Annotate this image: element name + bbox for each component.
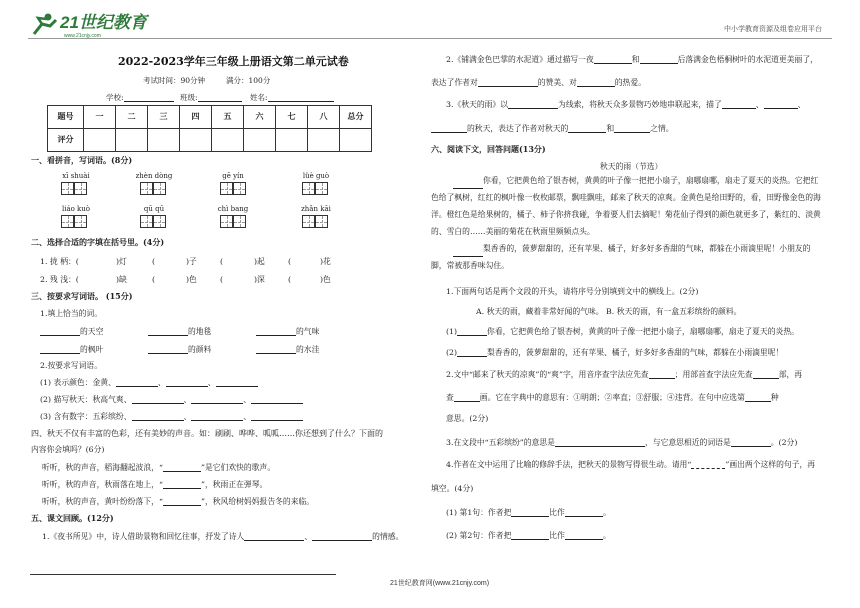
fill-blank[interactable]: [745, 393, 771, 402]
fill-blank[interactable]: [163, 463, 201, 472]
q-text: 梨香香的，菠萝甜甜的，还有苹果、橘子，好多好多香甜的气味，都躲在小雨滴里呢！: [487, 348, 784, 357]
s2-line-2-item: )色: [186, 275, 197, 284]
char-box[interactable]: [220, 182, 233, 195]
fill-blank[interactable]: [163, 497, 201, 506]
fill-blank[interactable]: [722, 100, 756, 109]
q-text: 比作: [549, 508, 565, 517]
pinyin-label: zhǎn kāi: [301, 205, 331, 213]
s4-text: ”，秋风给树妈妈报告冬的来临。: [200, 497, 315, 506]
footer-link[interactable]: 21世纪教育网(www.21cnjy.com): [390, 580, 490, 587]
school-blank[interactable]: [124, 93, 174, 102]
name-blank[interactable]: [268, 93, 334, 102]
fill-blank[interactable]: [116, 378, 158, 387]
q-text: 。: [602, 508, 611, 517]
s2-line-1-item: (: [288, 257, 292, 266]
s4-line: [42, 463, 275, 472]
char-box[interactable]: [61, 215, 74, 228]
fill-item: [256, 345, 319, 354]
char-box[interactable]: [315, 182, 328, 195]
fill-blank[interactable]: [454, 393, 480, 402]
pinyin-label: chì bang: [217, 205, 249, 213]
q-text: 画。它在字典中的意思有：①明朗；②率直；③舒服；④违背。在句中应选第: [479, 393, 745, 402]
fill-blank[interactable]: [256, 345, 296, 354]
s2-line-2-item: )深: [254, 275, 265, 284]
fill-blank[interactable]: [132, 412, 184, 421]
fill-item: [40, 345, 103, 354]
s3-2a-line: (1) 表示颜色：金黄、 、 、: [40, 378, 258, 387]
fill-blank[interactable]: [565, 508, 603, 517]
score-header-cell: 五: [212, 106, 244, 129]
s3-2a-text: (1) 表示颜色：金黄、: [40, 378, 116, 387]
fill-item: [148, 327, 211, 336]
pinyin-label: qū qū: [143, 205, 165, 213]
score-table: [47, 105, 372, 152]
fill-item-text: 的地毯: [188, 327, 212, 336]
s3-2b-line: (2) 描写秋天：秋高气爽、 、 、: [40, 395, 303, 404]
q-text: 3.在文段中“五彩缤纷”的意思是: [446, 438, 555, 447]
char-box[interactable]: [153, 215, 166, 228]
fill-blank[interactable]: [148, 327, 188, 336]
s2-line-1-label: 1. 拢 柄：(: [40, 257, 79, 266]
class-blank[interactable]: [198, 93, 242, 102]
question-4-line-1: [446, 460, 815, 469]
fill-blank[interactable]: [191, 412, 243, 421]
fill-item-text: 的气味: [296, 327, 320, 336]
score-cell[interactable]: [340, 129, 372, 152]
fill-blank[interactable]: [478, 78, 538, 87]
score-cell[interactable]: [180, 129, 212, 152]
fill-blank[interactable]: [40, 345, 80, 354]
r-text: 表达了作者对: [431, 78, 478, 87]
fill-blank[interactable]: [453, 180, 483, 189]
underline-sample: [691, 460, 725, 469]
s2-line-2-item: (: [288, 275, 292, 284]
char-box[interactable]: [220, 215, 233, 228]
score-header-cell: 三: [148, 106, 180, 129]
passage-text: 你看，它把黄色给了银杏树，黄黄的叶子像一把把小扇子，扇哪扇哪，扇走了夏天的炎热。它把红色给了枫树，红红的枫叶像一枚枚邮票，飘哇飘哇，邮来了秋天的凉爽。金黄色是给田野的，看，田野像金色的海洋。橙红色是给果树的，橘子、柿子你挤我碰，争着要人们去摘呢！菊花仙子得到的颜色就更多了，紫红的、淡黄的、雪白的……美丽的菊花在秋雨里频频点头。: [431, 176, 821, 236]
fill-blank[interactable]: [457, 327, 487, 336]
q-text: 2.文中“邮来了秋天的凉爽”的“爽”字，用音序查字法应先查: [446, 370, 649, 379]
s5-text: 1.《夜书所见》中，诗人借助景物和回忆往事，抒发了诗人: [42, 532, 245, 541]
score-cell[interactable]: [212, 129, 244, 152]
question-2-line-2: [446, 393, 779, 402]
fill-blank[interactable]: [40, 327, 80, 336]
score-header-cell: 四: [180, 106, 212, 129]
fill-blank[interactable]: [166, 378, 208, 387]
header-divider: [28, 38, 832, 39]
school-label: 学校:: [106, 93, 124, 102]
question-4-line-2: 填空。(4分): [431, 484, 474, 493]
score-cell[interactable]: [276, 129, 308, 152]
score-header-cell: 六: [244, 106, 276, 129]
q4-sub-1: [446, 508, 611, 517]
q-text: 部，再: [778, 370, 803, 379]
pinyin-label: lüè guò: [302, 172, 330, 180]
fill-blank[interactable]: [256, 327, 296, 336]
s2-line-1-item: (: [220, 257, 224, 266]
r-text: 的热爱。: [614, 78, 646, 87]
score-header-cell: 七: [276, 106, 308, 129]
r-q3-line-2: [431, 124, 674, 133]
class-field: [180, 93, 242, 102]
passage-paragraph-2: [431, 240, 822, 274]
q-text: (2) 第2句：作者把: [446, 531, 512, 540]
s2-line-2-item: (: [152, 275, 156, 284]
s2-line-2-item: )色: [320, 275, 331, 284]
s2-line-1-item: (: [152, 257, 156, 266]
runner-logo-icon: [30, 12, 58, 38]
logo-subtext: www.21cnjy.com: [64, 33, 101, 39]
fill-blank[interactable]: [431, 124, 467, 133]
section-4-heading: 四、秋天不仅有丰富的色彩，还有美妙的声音。如：刷刷、哗哗、呱呱……你还想到了什么？下面的: [31, 429, 383, 438]
s2-line-1-item: )起: [254, 257, 265, 266]
s3-2c-line: (3) 含有数字：五彩缤纷、 、 、: [40, 412, 303, 421]
question-1-options: A. 秋天的雨，藏着非常好闻的气味。 B. 秋天的雨，有一盒五彩缤纷的颜料。: [476, 307, 742, 316]
char-box[interactable]: [315, 215, 328, 228]
fill-item-text: 的颜料: [188, 345, 212, 354]
q1-sub-2: [446, 348, 783, 357]
s2-line-1-item: )花: [320, 257, 331, 266]
s5-text: 的情感。: [372, 532, 404, 541]
q-text: (2): [446, 348, 458, 357]
section-5-heading: 五、课文回顾。(12分): [31, 513, 114, 523]
char-box[interactable]: [302, 182, 315, 195]
pinyin-label: zhèn dòng: [135, 172, 173, 180]
r-text: 、: [797, 100, 806, 109]
r-text: 之情。: [650, 124, 674, 133]
fill-blank[interactable]: [508, 100, 558, 109]
q-text: 比作: [549, 531, 565, 540]
pinyin-label: liáo kuò: [61, 205, 91, 213]
fill-blank[interactable]: [614, 124, 650, 133]
exam-title: 2022-2023学年三年级上册语文第二单元试卷: [118, 55, 349, 68]
footer-divider: [30, 574, 336, 575]
exam-score: 满分：100分: [226, 76, 271, 85]
pinyin-label: xī shuài: [62, 172, 90, 180]
q1-sub-1: [446, 327, 799, 336]
r-text: 、: [755, 100, 764, 109]
s2-line-1-item: )灯: [116, 257, 127, 266]
s2-line-1-item: )子: [186, 257, 197, 266]
score-header-row: [48, 106, 372, 129]
score-header-cell: 题号: [48, 106, 84, 129]
section-3-heading: 三、按要求写词语。 (15分): [31, 291, 133, 301]
score-header-cell: 二: [116, 106, 148, 129]
q4-sub-2: [446, 531, 611, 540]
score-cell[interactable]: [244, 129, 276, 152]
r-q3-line-1: [446, 100, 805, 109]
fill-blank[interactable]: [191, 395, 243, 404]
score-value-row: [48, 129, 372, 152]
question-2-line-3: 意思。(2分): [446, 414, 489, 423]
fill-blank[interactable]: [511, 508, 549, 517]
char-box[interactable]: [153, 182, 166, 195]
r-q2-line-2: [431, 78, 646, 87]
s3-sub-1: 1.填上恰当的词。: [40, 309, 103, 318]
platform-name: 中小学教育资源及组卷应用平台: [724, 26, 822, 33]
fill-blank[interactable]: [251, 395, 303, 404]
name-field: [250, 93, 334, 102]
r-text: 和: [631, 55, 640, 64]
fill-blank[interactable]: [244, 532, 304, 541]
r-text: 为线索，将秋天众多景物巧妙地串联起来，描了: [558, 100, 722, 109]
s4-text: 听听，秋的声音，黄叶纷纷落下，“: [42, 497, 163, 506]
r-q2-line-1: [446, 55, 818, 64]
s3-sub-2: 2.按要求写词语。: [40, 361, 103, 370]
q-text: (1): [446, 327, 458, 336]
fill-blank[interactable]: [216, 378, 258, 387]
char-box[interactable]: [302, 215, 315, 228]
section-2-heading: 二、选择合适的字填在括号里。(4分): [31, 237, 165, 247]
char-box[interactable]: [140, 182, 153, 195]
exam-time: 考试时间：90分钟: [143, 76, 206, 85]
fill-blank[interactable]: [132, 395, 184, 404]
fill-blank[interactable]: [568, 124, 606, 133]
fill-blank[interactable]: [453, 248, 483, 257]
passage-title: 秋天的雨（节选）: [600, 162, 663, 171]
r-text: 2.《铺满金色巴掌的水泥道》通过描写一夜: [446, 55, 594, 64]
s2-line-2-label: 2. 残 浅：(: [40, 275, 79, 284]
q-text: 。(2分): [770, 438, 798, 447]
s2-line-2-item: (: [220, 275, 224, 284]
section-1-heading: 一、看拼音，写词语。(8分): [31, 155, 133, 165]
score-cell[interactable]: [84, 129, 116, 152]
fill-item: [148, 345, 211, 354]
fill-item: [40, 327, 103, 336]
name-label: 姓名:: [250, 93, 268, 102]
score-header-cell: 总分: [340, 106, 372, 129]
r-text: 的赞美、对: [537, 78, 577, 87]
q-text: 查: [446, 393, 454, 402]
r-text: 3.《秋天的雨》以: [446, 100, 509, 109]
fill-blank[interactable]: [511, 531, 549, 540]
passage-paragraph-1: [431, 172, 822, 240]
q-text: 你看，它把黄色给了银杏树，黄黄的叶子像一把把小扇子，扇哪扇哪，扇走了夏天的炎热。: [487, 327, 799, 336]
fill-blank[interactable]: [555, 438, 645, 447]
question-3: [446, 438, 797, 447]
fill-item: [256, 327, 319, 336]
fill-blank[interactable]: [163, 480, 201, 489]
char-box[interactable]: [233, 215, 246, 228]
pinyin-label: gē yín: [222, 172, 244, 180]
fill-blank[interactable]: [649, 370, 675, 379]
passage-text: 梨香香的，菠萝甜甜的，还有苹果、橘子，好多好多香甜的气味，都躲在小雨滴里呢！小朋友的脚，常被那香味勾住。: [431, 244, 811, 270]
q-text: 种: [770, 393, 779, 402]
q-text: 4.作者在文中运用了比喻的修辞手法，把秋天的景物写得很生动。请用“: [446, 460, 692, 469]
char-box[interactable]: [74, 215, 87, 228]
score-row-label: 评分: [48, 129, 84, 152]
fill-blank[interactable]: [731, 438, 771, 447]
fill-blank[interactable]: [251, 412, 303, 421]
logo-text: 21世纪教育: [60, 13, 147, 32]
fill-blank[interactable]: [753, 370, 779, 379]
fill-blank[interactable]: [764, 100, 798, 109]
fill-blank[interactable]: [594, 55, 632, 64]
char-box[interactable]: [61, 182, 74, 195]
q-text: (1) 第1句：作者把: [446, 508, 512, 517]
fill-blank[interactable]: [565, 531, 603, 540]
score-header-cell: 一: [84, 106, 116, 129]
s4-line: [42, 497, 314, 506]
fill-item-text: 的枫叶: [80, 345, 104, 354]
q-text: ”画出两个这样的句子，再: [725, 460, 816, 469]
s3-2b-text: (2) 描写秋天：秋高气爽、: [40, 395, 132, 404]
score-header-cell: 八: [308, 106, 340, 129]
question-1: 1.下面两句话是两个文段的开头，请将序号分别填到文中的横线上。(2分): [446, 287, 699, 296]
section-4-heading-cont: 内容你会填吗？(6分): [31, 445, 105, 454]
s2-line-2-item: )缺: [116, 275, 127, 284]
score-cell[interactable]: [148, 129, 180, 152]
fill-blank[interactable]: [148, 345, 188, 354]
s4-line: [42, 480, 267, 489]
q-text: 。: [602, 531, 611, 540]
class-label: 班级:: [180, 93, 198, 102]
fill-blank[interactable]: [457, 348, 487, 357]
fill-blank[interactable]: [312, 532, 372, 541]
q-text: ；用部首查字法应先查: [674, 370, 753, 379]
r-text: 和: [606, 124, 615, 133]
char-box[interactable]: [233, 182, 246, 195]
q-text: ，与它意思相近的词语是: [644, 438, 731, 447]
section-6-heading: 六、阅读下文，回答问题(13分): [431, 144, 546, 154]
fill-blank[interactable]: [640, 55, 678, 64]
s4-text: ”是它们欢快的歌声。: [200, 463, 276, 472]
fill-blank[interactable]: [577, 78, 615, 87]
score-cell[interactable]: [116, 129, 148, 152]
score-cell[interactable]: [308, 129, 340, 152]
char-box[interactable]: [74, 182, 87, 195]
school-field: [106, 93, 174, 102]
fill-item-text: 的水洼: [296, 345, 320, 354]
s5-q1: [42, 532, 403, 541]
r-text: 的秋天，表达了作者对秋天的: [467, 124, 569, 133]
s4-text: ”，秋雨正在弹琴。: [200, 480, 268, 489]
s4-text: 听听，秋的声音，秋雨落在地上，“: [42, 480, 163, 489]
question-2-line-1: [446, 370, 802, 379]
s3-2c-text: (3) 含有数字：五彩缤纷、: [40, 412, 132, 421]
fill-item-text: 的天空: [80, 327, 104, 336]
s5-text: 、: [304, 532, 313, 541]
r-text: 后落满金色梧桐树叶的水泥道更美丽了，: [677, 55, 818, 64]
s4-text: 听听，秋的声音，稻海翻起波浪，“: [42, 463, 163, 472]
char-box[interactable]: [140, 215, 153, 228]
